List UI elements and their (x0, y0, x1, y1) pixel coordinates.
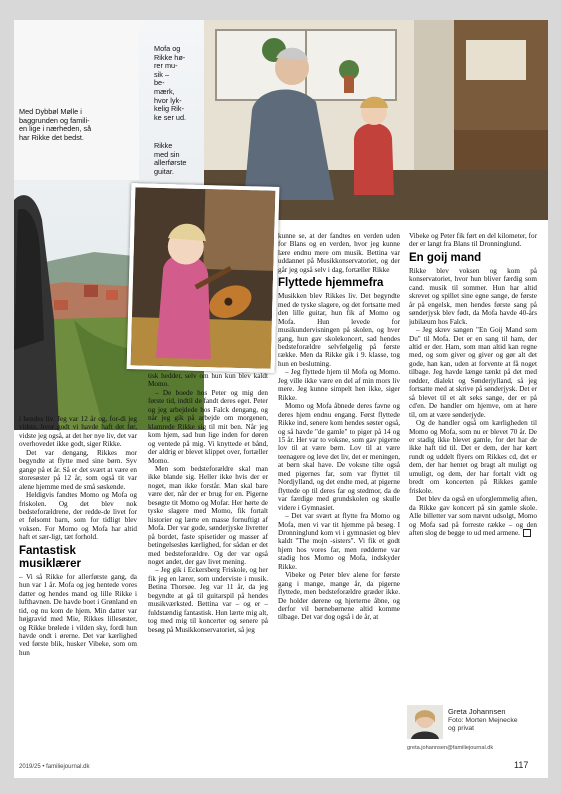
column-2 (148, 372, 268, 758)
author-portrait-icon (407, 705, 443, 739)
col1-para-2: Det var dengang, Rikkes mor begyndte at flytte med sine børn. Syv gange på et år. Så er det svært at være en storesøster på 12 år, som også tit var alene hjemme med de små søskende. (19, 448, 137, 491)
col2-para-1: tisk hedder, selv om hun kun blev kaldt Momo. (148, 372, 268, 389)
column-4 (409, 232, 537, 694)
col1-para-3: Heldigvis fandtes Momo og Mofa og friskolen. Og det blev nok bedsteforældrene, der redde-de livet for et følsomt barn, som for tidligt blev voksen. For Momo og Mofa har altid haft et sær-ligt, tæt forhold. (19, 491, 137, 542)
col2-para-2: – De boede hos Peter og mig den første tid, indtil de fandt deres eget. Peter og jeg arbejdede hos Falck dengang, og når jeg gik på arbejde om morgenen, klamrede Rikke sig til mit ben. Når jeg kom hjem, sad hun lige inden for døren og ventede på mig. Vi knyttede et bånd, der aldrig er blevet klippet over, fortæller Momo. (148, 388, 268, 465)
col1-para-4: – Vi så Rikke for allerførste gang, da hun var 1 år. Mofa og jeg hentede vores datter og hendes mand og lille Rikke i lufthavnen. De havde boet i Grønland en tid, og nu kom de hjem. Min datter var højgravid med Mie, Rikkes lillesøster, og Rikke brølede i vilden sky, fordi hun havde ondt i ørerne. Det var kærlighed ved første blik, husker Vibeke, som om hun (19, 572, 137, 657)
col1-para-1: i hendes liv. Jeg var 12 år og, for-di jeg vidste, hvor godt vi havde haft det før, vidste jeg også, at det her nye liv, det var overhovedet ikke godt, siger Rikke. (19, 415, 137, 449)
col3-para-1: kunne se, at der fandtes en verden uden for Blans og en verden, hvor jeg kunne lære endnu mere om musik. Bettina var uddannet på Musikkonservatoriet, og der går jeg også selv i dag, fortæller Rikke (278, 232, 400, 274)
col2-para-3: Men som bedsteforældre skal man ikke blande sig. Heller ikke hvis der er noget, man ikke forstår. Man skal bare være der, når der er brug for en. Pigerne besøgte tit Momo og Mofar. Her hørte de tyske slagere med Momo, fik fortalt historier og lærte en masse fornuftigt af Mofa. Der var gode, sønderjyske livretter på bordet, faste spisetider og masser af betingelsesløs kærlighed, for sådan er det med bedsteforældre. Og der var også noget andet, der gav livet mening. (148, 464, 268, 566)
child-guitar-image (131, 187, 276, 369)
col4-para-5-text: Det blev da også en uforglemmelig aften, da Rikke gav koncert på sin gamle skole. Alle billetter var som nævnt udsolgt, Momo og Mofa sad på forreste række – og den aften slog de begge to ud med armene. (409, 495, 537, 537)
col3-para-4: Momo og Mofa åbnede deres favne og deres hjem endnu engang. Først flyttede Rikke ind, senere kom hendes søster også, og så havde "de gamle" to piger på 14 og 15 år. Her var to voksne, som gav pigerne lov til at være børn. Lov til at være teenagere og leve det liv, det er meningen, at børn skal have. De voksne tilte også med pigernes far, som var flyttet til Nordjylland, og det endte med, at pigerne flyttede op til deres far og stedmor, da de var færdige med grundskolen og skulle videre i Gymnasiet. (278, 402, 400, 512)
column-3 (278, 232, 400, 758)
column-1 (19, 415, 137, 755)
author-name: Greta Johannsen (448, 707, 506, 716)
caption-guitar: Rikke med sin allerførste guitar. (154, 141, 187, 176)
photo-credit: Foto: Morten Mejnecke og privat (448, 717, 518, 732)
col4-para-5 (409, 495, 537, 537)
magazine-page (14, 20, 548, 778)
col4-para-4: Og de handler også om kærligheden til Momo og Mofa, som nu er blevet 70 år. De er stadig ikke blevet gamle, for det har de ikke haft tid til. Det er dem, der har kørt rundt og uddelt flyers om Rikkes cd, det er dem, der har hentet og bragt alt muligt og umuligt, og dem, der har fortalt vidt og bredt om koncerten på Rikkes gamle friskole. (409, 419, 537, 495)
end-mark-icon (523, 529, 531, 537)
col3-para-3: – Jeg flyttede hjem til Mofa og Momo. Jeg ville ikke være en del af min mors liv mere. Jeg kunne simpelt hen ikke, siger Rikke. (278, 368, 400, 402)
col4-para-1: Vibeke og Peter fik ført en del kilometer, for der er langt fra Blans til Dronninglund. (409, 232, 537, 249)
heading-goij-mand: En goij mand (409, 251, 482, 264)
col3-para-2: Musikken blev Rikkes liv. Det begyndte med de tyske slagere, og det fortsatte med den lille guitar, hun fik af Momo og Mofa. Hun levede for musikundervisningen på skolen, og hver gang, hun gav skolekoncert, sad hendes bedsteforældre selvfølgelig på første række. Men da Rikke gik i 9. klasse, tog hun en beslutning. (278, 292, 400, 368)
heading-flyttede: Flyttede hjemmefra (278, 277, 384, 290)
rikke-guitar-photo (127, 183, 280, 373)
page-number: 117 (514, 760, 529, 770)
caption-dybbol: Med Dybbøl Mølle i baggrunden og famili- en lige i nærheden, så har Rikke det bedst. (19, 107, 92, 142)
heading-fantastisk: Fantastisk musiklærer (19, 544, 82, 570)
col4-para-3: – Jeg skrev sangen "En Goij Mand som Du" til Mofa. Det er en sang til ham, der altid er der. Ham, som man altid kan regne med, og som giver og giver og gør alt det gode, han kan, uden at forvente at få noget tilbage. Jeg havde længe tænkt på det med rødder, dialekt og Sønderjylland, så jeg fortsatte med at skrive på sønderjysk. Det er så blevet til et alt seks sange, der er på cd'en. De handler om hjemve, om at høre til, om at være sønderjyde. (409, 326, 537, 419)
byline (407, 705, 543, 757)
col3-para-5: – Det var svært at flytte fra Momo og Mofa, men vi var tit hjemme på besøg. I Dronninglund kom vi i gymnasiet og blev kaldt "The mojn -sisters". Vi fik et godt hjem hos vores far, men rødderne var stadig hos Momo og Mofa, indskyder Rikke. (278, 512, 400, 571)
footer-issue: 2019/25 • familiejournal.dk (19, 764, 90, 770)
col3-para-6: Vibeke og Peter blev alene for første gang i mange, mange år, da pigerne flyttede, men bedsteforældre græder ikke. De holder dørene og hjerterne åbne, og derfor vil børnebørnene altid komme tilbage. Det var dog også i de år, at (278, 571, 400, 622)
col2-para-4: – Jeg gik i Eckersberg Friskole, og her fik jeg en lærer, som underviste i musik. Betina Thorsøe. Jeg var 11 år, da jeg begyndte at gå til guitarspil på hendes musikværksted. Bettina var – og er – fuldstændig fantastisk. Hun lærte mig alt, tog med mig til koncerter og senere på besøg på Musikkonservatoriet, så jeg (148, 566, 268, 634)
author-email: greta.johannsen@familiejournal.dk (407, 745, 494, 751)
caption-music: Mofa og Rikke hø- rer mu- sik – be- mærk, hvor lyk- kelig Rik- ke ser ud. (154, 44, 187, 122)
col4-para-2: Rikke blev voksen og kom på konservatoriet, hvor hun bliver færdig som cand. musik til sommer. Hun har altid skrevet og spillet sine egne sange, de første år på engelsk, men hendes første sang på sønderjysk blev født, da Mofa havde 40-års jubilæum hos Falck. (409, 266, 537, 326)
